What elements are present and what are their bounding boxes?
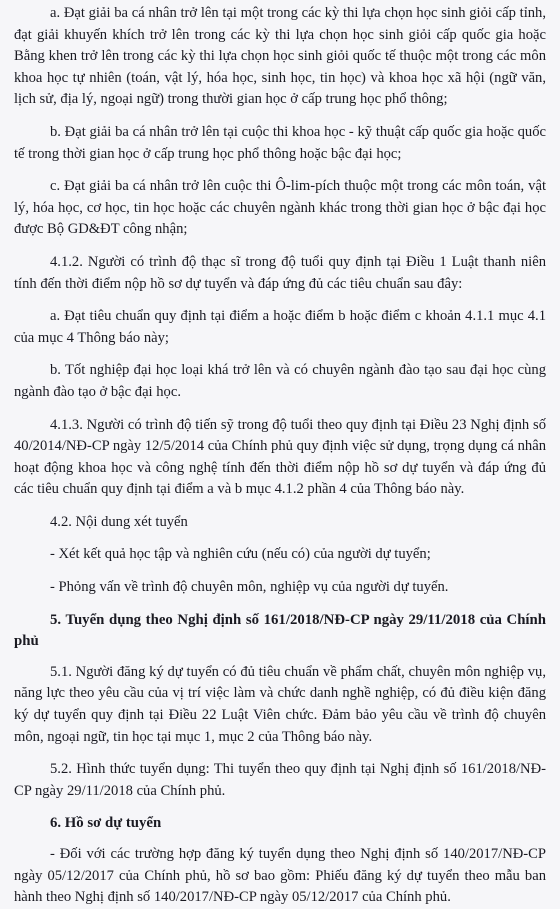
paragraph-4-2-heading: 4.2. Nội dung xét tuyển [50,513,188,530]
paragraph-4-2-item-2: - Phỏng vấn về trình độ chuyên môn, nghiệp vụ của người dự tuyển. [50,579,449,596]
section-6-heading: 6. Hồ sơ dự tuyển [50,815,162,832]
paragraph-4-1-2-b: b. Tốt nghiệp đại học loại khá trở lên và có chuyên ngành đào tạo sau đại học cùng ngành đào tạo ở bậc đại học. [14,362,546,400]
paragraph-5-1: 5.1. Người đăng ký dự tuyển có đủ tiêu chuẩn về phẩm chất, chuyên môn nghiệp vụ, năng lực theo yêu cầu của vị trí việc làm và chức danh nghề nghiệp, có đủ điều kiện đăng ký dự tuyển quy định tại Điều 22 Luật Viên chức. Đảm bảo yêu cầu về trình độ chuyên môn, ngoại ngữ, tin học tại mục 1, mục 2 của Thông báo này. [14,663,546,745]
paragraph-4-2-item-1: - Xét kết quả học tập và nghiên cứu (nếu có) của người dự tuyển; [50,546,431,563]
paragraph-4-1-1-b: b. Đạt giải ba cá nhân trở lên tại cuộc thi khoa học - kỹ thuật cấp quốc gia hoặc quốc tế trong thời gian học ở cấp trung học phổ thông hoặc bậc đại học; [14,123,546,162]
paragraph-5-2: 5.2. Hình thức tuyển dụng: Thi tuyển theo quy định tại Nghị định số 161/2018/NĐ-CP ngày 29/11/2018 của Chính phủ. [14,761,546,799]
section-5-heading: 5. Tuyển dụng theo Nghị định số 161/2018/NĐ-CP ngày 29/11/2018 của Chính phủ [14,611,546,650]
paragraph-4-1-2-a: a. Đạt tiêu chuẩn quy định tại điểm a hoặc điểm b hoặc điểm c khoản 4.1.1 mục 4.1 của mục 4 Thông báo này; [14,308,546,346]
paragraph-4-1-3: 4.1.3. Người có trình độ tiến sỹ trong độ tuổi theo quy định tại Điều 23 Nghị định số 40/2014/NĐ-CP ngày 12/5/2014 của Chính phủ quy định việc sử dụng, trọng dụng cá nhân hoạt động khoa học và công nghệ tính đến thời điểm nộp hồ sơ dự tuyển và đáp ứng đủ các tiêu chuẩn quy định tại điểm a và b mục 4.1.2 phần 4 của Thông báo này. [14,416,546,498]
paragraph-4-1-1-c: c. Đạt giải ba cá nhân trở lên cuộc thi Ô-lim-pích thuộc một trong các môn toán, vật lý, hóa học, cơ học, tin học hoặc các chuyên ngành khác trong thời gian học ở bậc đại học được Bộ GD&ĐT công nhận; [14,178,546,238]
paragraph-6-item-1: - Đối với các trường hợp đăng ký tuyển dụng theo Nghị định số 140/2017/NĐ-CP ngày 05/12/2017 của Chính phủ, hồ sơ bao gồm: Phiếu đăng ký dự tuyển theo mẫu ban hành theo Nghị định số 140/2017/NĐ-CP ngày 05/12/2017 của Chính phủ. [14,846,546,906]
paragraph-4-1-2: 4.1.2. Người có trình độ thạc sĩ trong độ tuổi quy định tại Điều 1 Luật thanh niên tính đến thời điểm nộp hồ sơ dự tuyển và đáp ứng đủ các tiêu chuẩn sau đây: [14,253,546,292]
paragraph-4-1-1-a: a. Đạt giải ba cá nhân trở lên tại một trong các kỳ thi lựa chọn học sinh giỏi cấp tỉnh, đạt giải khuyến khích trở lên trong các kỳ thi lựa chọn học sinh giỏi cấp quốc gia hoặc Bằng khen trở lên trong các kỳ thi lựa chọn học sinh giỏi quốc tế thuộc một trong các môn khoa học tự nhiên (toán, vật lý, hóa học, sinh học, tin học) và khoa học xã hội (ngữ văn, lịch sử, địa lý, ngoại ngữ) trong thười gian học ở cấp trung học phổ thông; [14,5,546,108]
